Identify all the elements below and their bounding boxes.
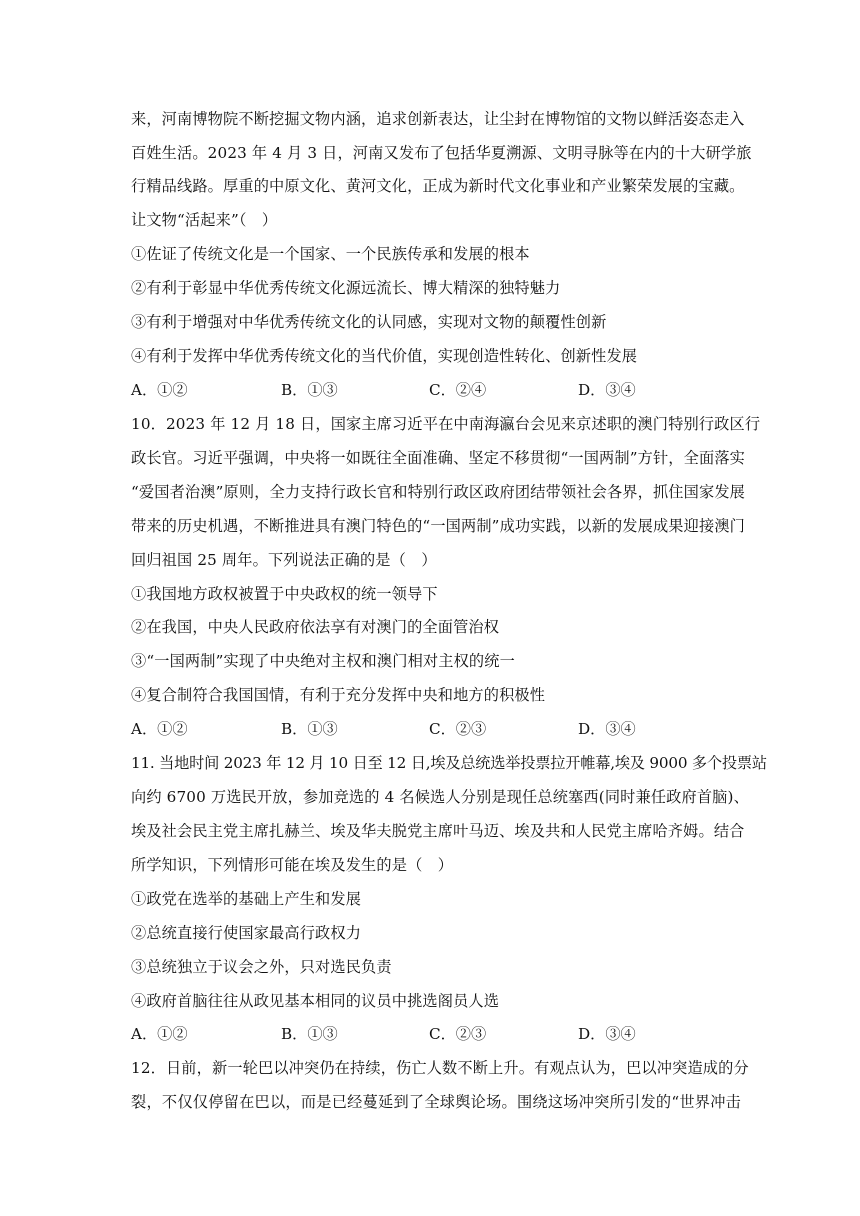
option-a[interactable]: A．①②	[131, 381, 188, 399]
q10-statement: ③“一国两制”实现了中央绝对主权和澳门相对主权的统一	[131, 652, 515, 670]
option-b[interactable]: B．①③	[281, 720, 338, 738]
q11-stem-line: 11. 当地时间 2023 年 12 月 10 日至 12 日,埃及总统选举投票拉开帷幕,埃及 9000 多个投票站	[131, 754, 767, 772]
option-c[interactable]: C．②③	[429, 720, 487, 738]
q11-stem-line: 所学知识，下列情形可能在埃及发生的是（ ）	[131, 856, 454, 874]
q10-options	[131, 718, 741, 740]
q11-options	[131, 1023, 741, 1045]
q10-statement: ④复合制符合我国国情，有利于充分发挥中央和地方的积极性	[131, 686, 546, 704]
q11-statement: ④政府首脑往往从政见基本相同的议员中挑选阁员人选	[131, 992, 500, 1010]
option-d[interactable]: D．③④	[578, 381, 636, 399]
q9-stem-line: 让文物“活起来”（ ）	[131, 211, 278, 229]
option-c[interactable]: C．②③	[429, 1025, 487, 1043]
q9-statement: ③有利于增强对中华优秀传统文化的认同感，实现对文物的颠覆性创新	[131, 313, 607, 331]
q10-statement: ②在我国，中央人民政府依法享有对澳门的全面管治权	[131, 618, 500, 636]
option-c[interactable]: C．②④	[429, 381, 487, 399]
option-b[interactable]: B．①③	[281, 381, 338, 399]
q9-stem-line: 行精品线路。厚重的中原文化、黄河文化，正成为新时代文化事业和产业繁荣发展的宝藏。	[131, 177, 745, 195]
q10-stem-line: 10．2023 年 12 月 18 日，国家主席习近平在中南海瀛台会见来京述职的澳门特别行政区行	[131, 415, 761, 433]
q10-stem-line: 带来的历史机遇，不断推进具有澳门特色的“一国两制”成功实践，以新的发展成果迎接澳门	[131, 517, 745, 535]
option-d[interactable]: D．③④	[578, 1025, 636, 1043]
option-d[interactable]: D．③④	[578, 720, 636, 738]
q9-stem-line: 百姓生活。2023 年 4 月 3 日，河南又发布了包括华夏溯源、文明寻脉等在内的十大研学旅	[131, 144, 752, 162]
q12-stem-line: 12．日前，新一轮巴以冲突仍在持续，伤亡人数不断上升。有观点认为，巴以冲突造成的分	[131, 1059, 749, 1077]
q11-stem-line: 埃及社会民主党主席扎赫兰、埃及华夫脱党主席叶马迈、埃及共和人民党主席哈齐姆。结合	[131, 822, 745, 840]
q10-stem-line: 回归祖国 25 周年。下列说法正确的是（ ）	[131, 551, 437, 569]
q9-statement: ②有利于彰显中华优秀传统文化源远流长、博大精深的独特魅力	[131, 279, 561, 297]
q10-stem-line: “爱国者治澳”原则，全力支持行政长官和特别行政区政府团结带领社会各界，抓住国家发展	[131, 483, 745, 501]
q10-stem-line: 政长官。习近平强调，中央将一如既往全面准确、坚定不移贯彻“一国两制”方针，全面落实	[131, 449, 745, 467]
q11-statement: ③总统独立于议会之外，只对选民负责	[131, 958, 392, 976]
option-a[interactable]: A．①②	[131, 1025, 188, 1043]
option-a[interactable]: A．①②	[131, 720, 188, 738]
q11-stem-line: 向约 6700 万选民开放，参加竞选的 4 名候选人分别是现任总统塞西(同时兼任政府首脑)、	[131, 788, 749, 806]
q11-statement: ①政党在选举的基础上产生和发展	[131, 890, 362, 908]
q9-statement: ④有利于发挥中华优秀传统文化的当代价值，实现创造性转化、创新性发展	[131, 347, 638, 365]
q11-statement: ②总统直接行使国家最高行政权力	[131, 924, 362, 942]
option-b[interactable]: B．①③	[281, 1025, 338, 1043]
q10-statement: ①我国地方政权被置于中央政权的统一领导下	[131, 585, 438, 603]
q9-options	[131, 379, 741, 401]
q9-stem-line: 来，河南博物院不断挖掘文物内涵，追求创新表达，让尘封在博物馆的文物以鲜活姿态走入	[131, 110, 745, 128]
q12-stem-line: 裂，不仅仅停留在巴以，而是已经蔓延到了全球舆论场。围绕这场冲突所引发的“世界冲击	[131, 1093, 741, 1111]
q9-statement: ①佐证了传统文化是一个国家、一个民族传承和发展的根本	[131, 245, 530, 263]
